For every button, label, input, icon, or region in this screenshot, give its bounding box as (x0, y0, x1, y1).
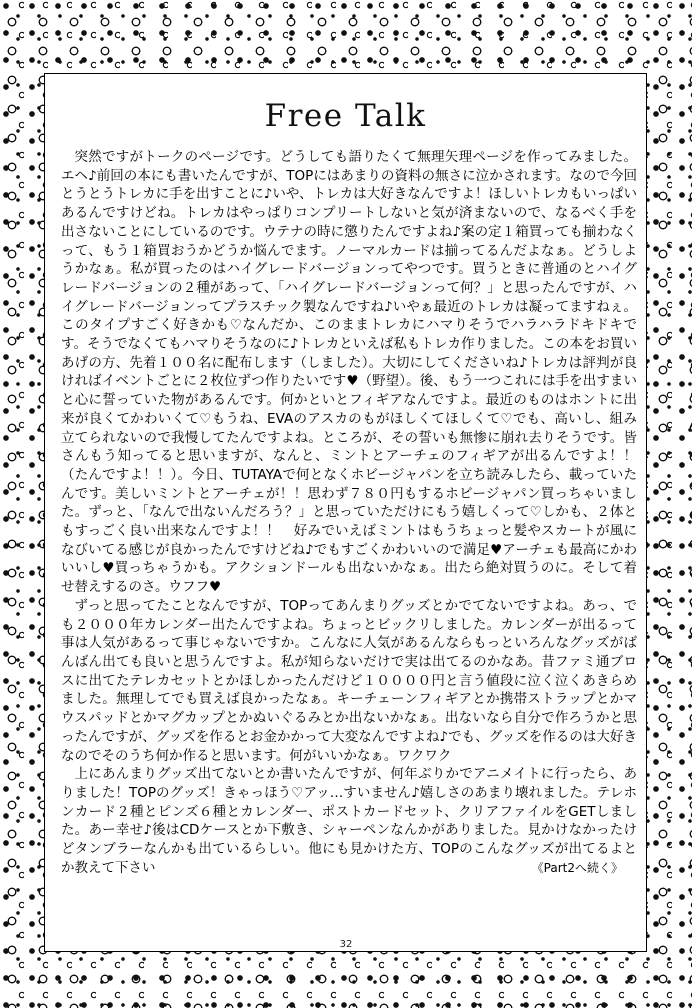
page-title: Free Talk (264, 98, 427, 134)
body-text (61, 148, 637, 877)
page-number: 32 (339, 939, 353, 950)
paragraph-3 (61, 765, 637, 877)
text-panel (44, 73, 647, 952)
paragraph-1: 突然ですがトークのページです。どうしても語りたくて無理矢理ページを作ってみました。エヘ♪前回の本にも書いたんですが、TOPにはあまりの資料の無さに泣かされます。なので今回とうとうトレカに手を出すことに♪いや、トレカは大好きなんですよ！ほしいトレカもいっぱいあるんですけどね。トレカはやっぱりコンプリートしないと気が済まないので、なるべく手を出さないことにしているのです。ウテナの時に懲りたんですよね♪案の定１箱買っても揃わなくって、もう１箱買おうかどうか悩んでます。ノーマルカードは揃ってるんだよなぁ。どうしようかなぁ。私が買ったのはハイグレードバージョンってやつです。買うときに普通のとハイグレードバージョンの２種があって、「ハイグレードバージョンって何？」と思ったんですが、ハイグレードバージョンってプラスチック製なんですね♪いやぁ最近のトレカは凝ってますねぇ。このタイプすごく好きかも♡なんだか、このままトレカにハマりそうでハラハラドキドキです。そうでなくてもハマりそうなのに♪トレカといえば私もトレカ作りました。この本をお買いあげの方、先着１００名に配布します（しました）。大切にしてくださいね♪トレカは評判が良ければイベントごとに２枚位ずつ作りたいです♥（野望）。後、もう一つこれには手を出すまいと心に誓っていた物があるんです。何かといとフィギアなんですよ。最近のものはホントに出来が良くてかわいくて♡もうね、EVAのアスカのもがほしくてほしくて♡でも、高いし、組み立てられないので我慢してたんですよね。ところが、その誓いも無惨に崩れ去りそうです。皆さんもう知ってると思いますが、なんと、ミントとアーチェのフィギアが出るんですよ！！（たんですよ！！）。今日、TUTAYAで何となくホビージャパンを立ち読みしたら、載っていたんです。美しいミントとアーチェが！！思わず７８０円もするホビージャパン買っちゃいました。ずっと、「なんで出ないんだろう？」と思っていただけにもう嬉しくって♡しかも、２体ともすっごく良い出来なんですよ！！ 好みでいえばミントはもうちょっと髪やスカートが風になびいてる感じが良かったんですけどね♪でもすごくかわいいので満足♥アーチェも最高にかわいいし♥買っちゃうかも。アクションドールも出ないかなぁ。出たら絶対買うのに。そして着せ替えするのさ。ウフフ♥ (61, 149, 637, 596)
paragraph-2: ずっと思ってたことなんですが、TOPってあんまりグッズとかでてないですよね。あっ、でも２０００年カレンダー出たんですよね。ちょっとビックリしました。カレンダーが出るって事は人気があるって事じゃないですか。こんなに人気があるんならもっといろんなグッズがばんばん出ても良いと思うんですよ。私が知らないだけで実は出てるのかなあ。昔ファミ通ブロスに出てたテレカセットとかほしかったんだけど１００００円と言う値段に泣く泣くあきらめました。無理してでも買えば良かったなぁ。キーチェーンフィギアとか携帯ストラップとかマウスパッドとかマグカップとかぬいぐるみとか出ないかなぁ。出ないなら自分で作ろうかと思ったんですが、グッズを作るとお金かかって大変なんですよね♪でも、グッズを作るのは大好きなのでそのうち何か作ると思います。何がいいかなぁ。ワクワク (61, 597, 637, 764)
paragraph-3-text: 上にあんまりグッズ出てないとか書いたんですが、何年ぶりかでアニメイトに行ったら、ありました！TOPのグッズ！きゃっほう♡アッ…すいません♪嬉しさのあまり壊れました。テレホンカード２種とピンズ６種とカレンダー、ポストカードセット、クリアファイルをGETしました。あー幸せ♪後はCDケースとか下敷き、シャーペンなんかがありました。見かけなかったけどタンブラーなんかも出ているらしい。他にも見かけた方、TOPのこんなグッズが出てるよとか教えて下さい (61, 766, 637, 876)
continued-note: 《Part2へ続く》 (531, 860, 623, 875)
